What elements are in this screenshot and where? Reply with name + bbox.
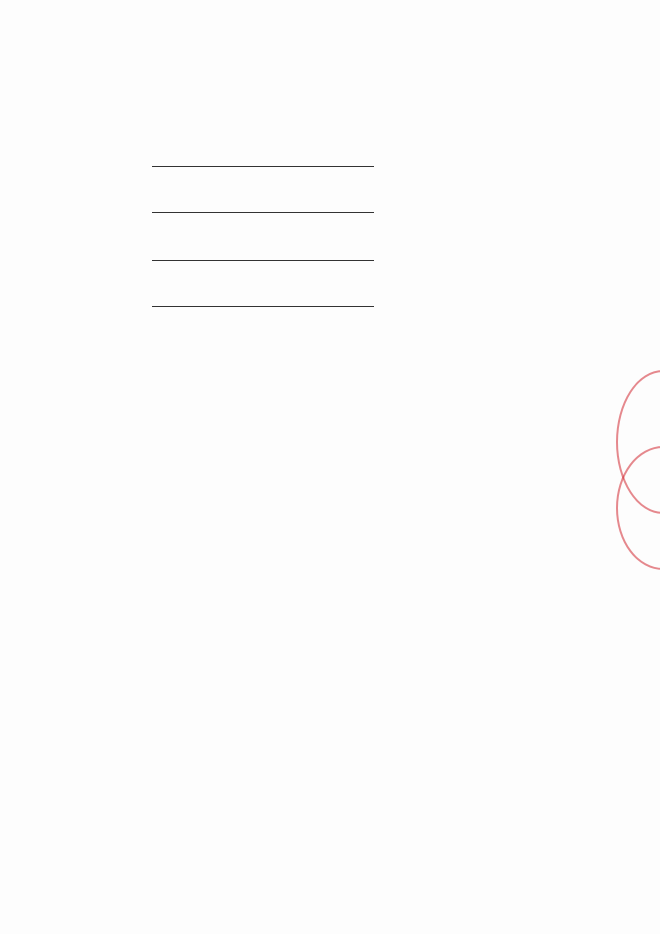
signature-line [152, 306, 374, 307]
signature-line [152, 260, 374, 261]
signature-line [152, 212, 374, 213]
signature-line [152, 166, 374, 167]
